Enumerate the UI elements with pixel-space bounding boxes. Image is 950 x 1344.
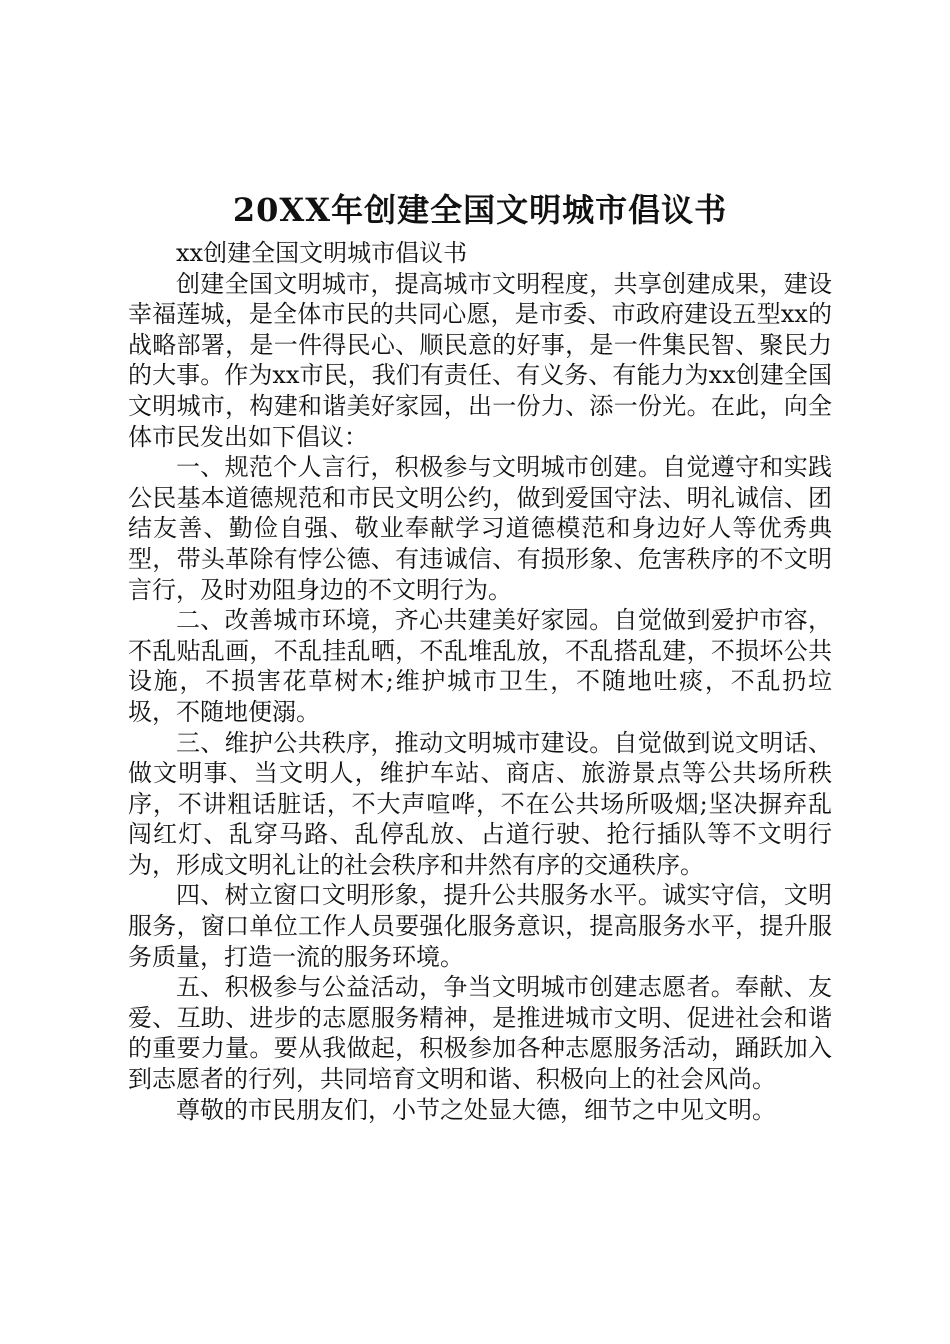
document-title: 20XX年创建全国文明城市倡议书 [232,191,728,229]
paragraph-point-1: 一、规范个人言行，积极参与文明城市创建。自觉遵守和实践公民基本道德规范和市民文明公约，做到爱国守法、明礼诚信、团结友善、勤俭自强、敬业奉献学习道德模范和身边好人等优秀典型，带头革除有悖公德、有违诚信、有损形象、危害秩序的不文明言行，及时劝阻身边的不文明行为。 [128,453,832,604]
paragraph-point-5: 五、积极参与公益活动，争当文明城市创建志愿者。奉献、友爱、互助、进步的志愿服务精神，是推进城市文明、促进社会和谐的重要力量。要从我做起，积极参加各种志愿服务活动，踊跃加入到志愿者的行列，共同培育文明和谐、积极向上的社会风尚。 [128,973,832,1094]
paragraph-point-3: 三、维护公共秩序，推动文明城市建设。自觉做到说文明话、做文明事、当文明人，维护车站、商店、旅游景点等公共场所秩序，不讲粗话脏话，不大声喧哗，不在公共场所吸烟;坚决摒弃乱闯红灯、乱穿马路、乱停乱放、占道行驶、抢行插队等不文明行为，形成文明礼让的社会秩序和井然有序的交通秩序。 [128,728,832,879]
document-subtitle: xx创建全国文明城市倡议书 [176,239,468,267]
paragraph-closing: 尊敬的市民朋友们，小节之处显大德，细节之中见文明。 [176,1095,776,1124]
paragraph-intro: 创建全国文明城市，提高城市文明程度，共享创建成果，建设幸福莲城，是全体市民的共同心愿，是市委、市政府建设五型xx的战略部署，是一件得民心、顺民意的好事，是一件集民智、聚民力的大事。作为xx市民，我们有责任、有义务、有能力为xx创建全国文明城市，构建和谐美好家园，出一份力、添一份光。在此，向全体市民发出如下倡议： [128,269,832,451]
document-page [128,188,832,1125]
paragraph-point-2: 二、改善城市环境，齐心共建美好家园。自觉做到爱护市容，不乱贴乱画，不乱挂乱晒，不乱堆乱放，不乱搭乱建，不损坏公共设施，不损害花草树木;维护城市卫生，不随地吐痰，不乱扔垃圾，不随地便溺。 [128,606,832,726]
paragraph-point-4: 四、树立窗口文明形象，提升公共服务水平。诚实守信，文明服务，窗口单位工作人员要强化服务意识，提高服务水平，提升服务质量，打造一流的服务环境。 [128,881,832,971]
